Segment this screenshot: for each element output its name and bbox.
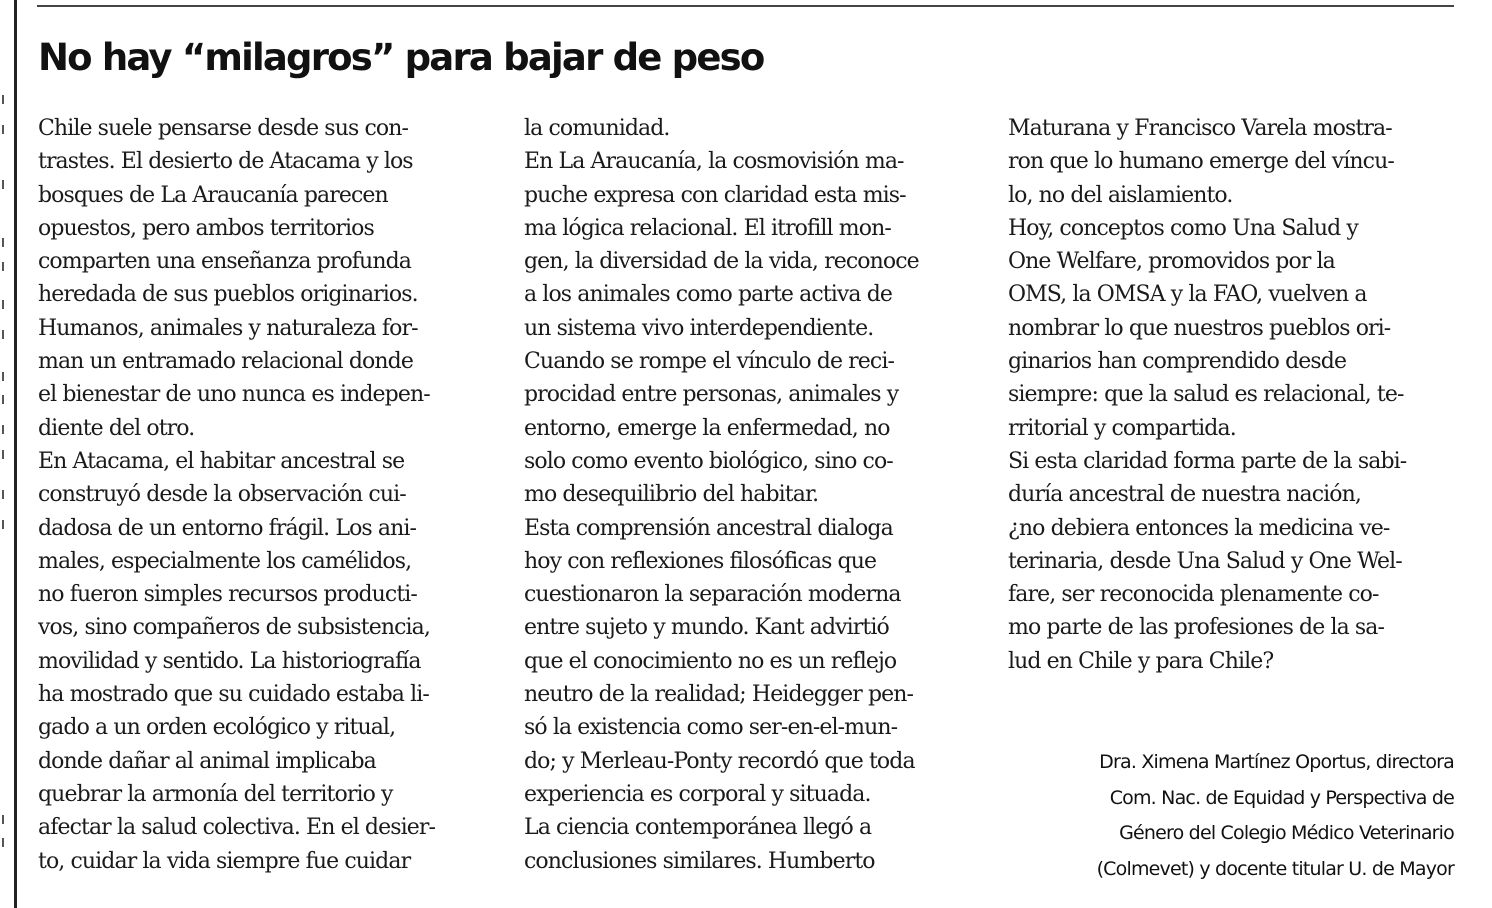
article-column-1	[38, 112, 488, 878]
margin-mark	[2, 450, 4, 459]
text-line: One Welfare, promovidos por la	[1008, 249, 1335, 275]
text-line: a los animales como parte activa de	[524, 282, 893, 308]
text-line: conclusiones similares. Humberto	[524, 848, 875, 874]
text-line: man un entramado relacional donde	[38, 349, 413, 375]
text-line: Cuando se rompe el vínculo de reci-	[524, 349, 895, 375]
text-line: En La Araucanía, la cosmovisión ma-	[524, 149, 904, 175]
text-line: construyó desde la observación cui-	[38, 482, 406, 508]
text-line: dadosa de un entorno frágil. Los ani-	[38, 515, 417, 541]
article-column-3	[1008, 112, 1458, 678]
text-line: diente del otro.	[38, 415, 195, 441]
text-line: procidad entre personas, animales y	[524, 382, 899, 408]
text-line: ha mostrado que su cuidado estaba li-	[38, 682, 429, 708]
text-line: OMS, la OMSA y la FAO, vuelven a	[1008, 282, 1367, 308]
margin-mark	[2, 372, 4, 381]
text-line: só la existencia como ser-en-el-mun-	[524, 715, 898, 741]
margin-mark	[2, 125, 4, 134]
margin-mark	[2, 262, 4, 271]
text-line: rritorial y compartida.	[1008, 415, 1236, 441]
text-line: to, cuidar la vida siempre fue cuidar	[38, 848, 411, 874]
text-line: no fueron simples recursos producti-	[38, 582, 417, 608]
text-line: donde dañar al animal implicaba	[38, 748, 376, 774]
text-line: La ciencia contemporánea llegó a	[524, 815, 872, 841]
text-line: heredada de sus pueblos originarios.	[38, 282, 418, 308]
author-signature	[1097, 745, 1454, 887]
text-line: neutro de la realidad; Heidegger pen-	[524, 682, 914, 708]
margin-mark	[2, 180, 4, 189]
text-line: Humanos, animales y naturaleza for-	[38, 315, 418, 341]
text-line: Maturana y Francisco Varela mostra-	[1008, 116, 1392, 141]
text-line: terinaria, desde Una Salud y One Wel-	[1008, 548, 1402, 574]
text-line: un sistema vivo interdependiente.	[524, 315, 874, 341]
text-line: fare, ser reconocida plenamente co-	[1008, 582, 1379, 608]
margin-mark	[2, 95, 4, 104]
text-line: la comunidad.	[524, 116, 670, 141]
margin-mark	[2, 330, 4, 339]
text-line: duría ancestral de nuestra nación,	[1008, 482, 1361, 508]
text-line: trastes. El desierto de Atacama y los	[38, 149, 413, 175]
text-line: experiencia es corporal y situada.	[524, 781, 871, 807]
text-line: ¿no debiera entonces la medicina ve-	[1008, 515, 1390, 541]
text-line: quebrar la armonía del territorio y	[38, 781, 393, 807]
text-line: siempre: que la salud es relacional, te-	[1008, 382, 1404, 408]
text-line: mo desequilibrio del habitar.	[524, 482, 819, 508]
margin-mark	[2, 838, 4, 847]
margin-mark	[2, 815, 4, 824]
signature-line: Com. Nac. de Equidad y Perspectiva de	[1109, 786, 1454, 809]
margin-mark	[2, 520, 4, 529]
text-line: lo, no del aislamiento.	[1008, 182, 1233, 208]
text-line: mo parte de las profesiones de la sa-	[1008, 615, 1385, 641]
text-line: comparten una enseñanza profunda	[38, 249, 411, 275]
margin-mark	[2, 300, 4, 309]
headline: No hay “milagros” para bajar de peso	[38, 36, 764, 79]
text-line: En Atacama, el habitar ancestral se	[38, 448, 405, 474]
text-line: opuestos, pero ambos territorios	[38, 215, 374, 241]
margin-mark	[2, 490, 4, 499]
page-edge-rule	[14, 0, 17, 908]
text-line: lud en Chile y para Chile?	[1008, 648, 1274, 674]
text-line: afectar la salud colectiva. En el desier-	[38, 815, 436, 841]
text-line: ron que lo humano emerge del víncu-	[1008, 149, 1394, 175]
text-line: cuestionaron la separación moderna	[524, 582, 901, 608]
text-line: movilidad y sentido. La historiografía	[38, 648, 421, 674]
signature-line: Género del Colegio Médico Veterinario	[1119, 822, 1454, 844]
text-line: ginarios han comprendido desde	[1008, 349, 1347, 375]
text-line: entorno, emerge la enfermedad, no	[524, 415, 890, 441]
text-line: gado a un orden ecológico y ritual,	[38, 715, 396, 741]
article-column-2	[524, 112, 974, 878]
text-line: bosques de La Araucanía parecen	[38, 182, 388, 208]
margin-mark	[2, 425, 4, 434]
text-line: vos, sino compañeros de subsistencia,	[38, 615, 430, 641]
signature-line: Dra. Ximena Martínez Oportus, directora	[1099, 751, 1454, 773]
text-line: hoy con reflexiones filosóficas que	[524, 548, 877, 574]
text-line: el bienestar de uno nunca es indepen-	[38, 382, 430, 408]
text-line: gen, la diversidad de la vida, reconoce	[524, 249, 919, 275]
text-line: do; y Merleau-Ponty recordó que toda	[524, 748, 915, 774]
text-line: solo como evento biológico, sino co-	[524, 448, 893, 474]
text-line: entre sujeto y mundo. Kant advirtió	[524, 615, 889, 641]
text-line: nombrar lo que nuestros pueblos ori-	[1008, 315, 1391, 341]
margin-mark	[2, 238, 4, 247]
text-line: que el conocimiento no es un reflejo	[524, 648, 897, 674]
text-line: Chile suele pensarse desde sus con-	[38, 116, 409, 141]
text-line: Si esta claridad forma parte de la sabi-	[1008, 448, 1407, 474]
margin-mark	[2, 395, 4, 404]
text-line: ma lógica relacional. El itrofill mon-	[524, 215, 891, 241]
text-line: Esta comprensión ancestral dialoga	[524, 515, 893, 541]
top-rule	[37, 5, 1454, 7]
signature-line: (Colmevet) y docente titular U. de Mayor	[1096, 857, 1454, 880]
text-line: Hoy, conceptos como Una Salud y	[1008, 215, 1358, 241]
text-line: males, especialmente los camélidos,	[38, 548, 412, 574]
text-line: puche expresa con claridad esta mis-	[524, 182, 906, 208]
